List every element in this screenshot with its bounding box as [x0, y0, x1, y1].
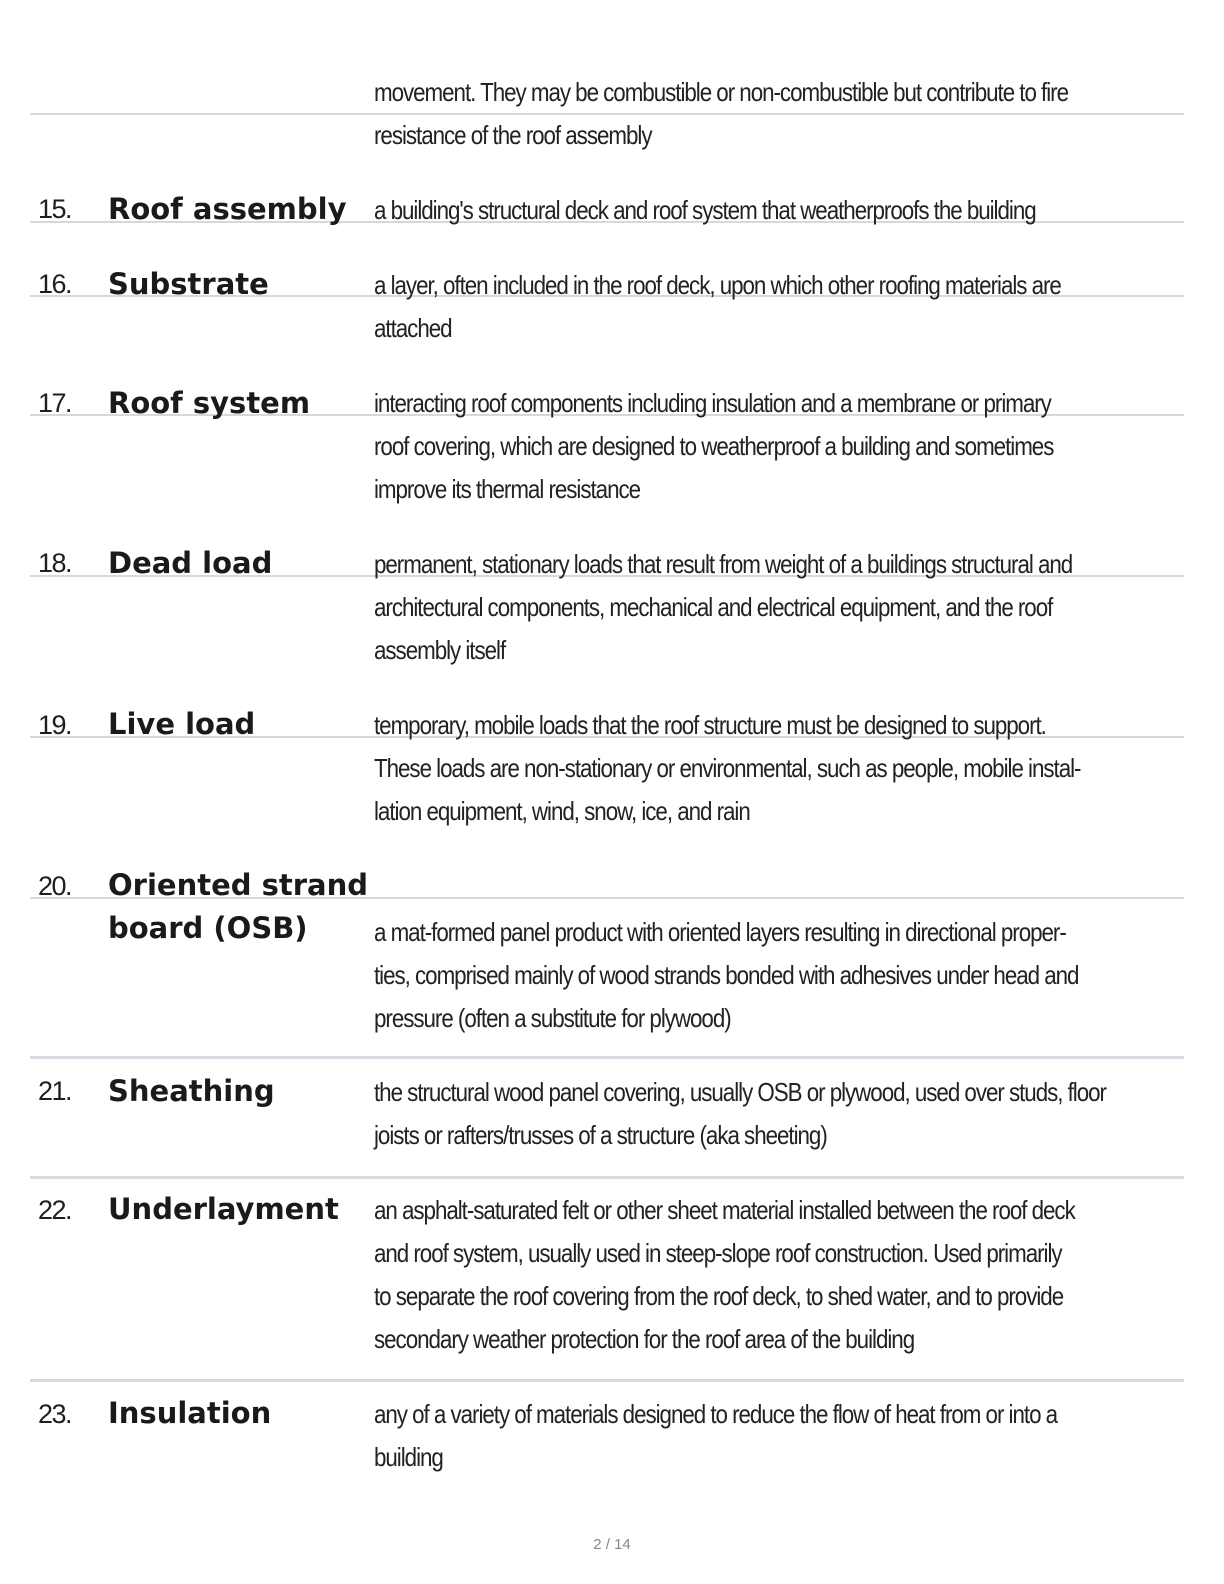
definition-line: any of a variety of materials designed to reduce the flow of heat from or into a: [374, 1399, 1058, 1429]
divider: [30, 1379, 1184, 1382]
definition-line: roof covering, which are designed to weatherproof a building and sometimes: [374, 431, 1054, 461]
term-title-line: board (OSB): [108, 911, 308, 945]
term-number: 15.: [38, 194, 72, 224]
page-number: 2 / 14: [593, 1536, 631, 1553]
definition-line: lation equipment, wind, snow, ice, and rain: [374, 796, 750, 826]
definition-line: building: [374, 1442, 443, 1472]
term-title: [108, 188, 346, 231]
intro-continuation: [374, 71, 1088, 157]
term-title: [108, 1188, 339, 1231]
definition-line: and roof system, usually used in steep-slope roof construction. Used primarily: [374, 1238, 1062, 1268]
definition-line: interacting roof components including insulation and a membrane or primary: [374, 388, 1051, 418]
term-definition: [374, 704, 1088, 833]
term-title-line: Substrate: [108, 267, 269, 301]
term-number: 23.: [38, 1399, 72, 1429]
definition-line: joists or rafters/trusses of a structure (aka sheeting): [374, 1120, 827, 1150]
definition-line: permanent, stationary loads that result from weight of a buildings structural and: [374, 549, 1073, 579]
definition-line: the structural wood panel covering, usually OSB or plywood, used over studs, floor: [374, 1077, 1106, 1107]
definition-line: attached: [374, 313, 452, 343]
term-title: [108, 542, 272, 585]
term-definition: [374, 189, 1088, 232]
intro-line: resistance of the roof assembly: [374, 120, 652, 150]
definition-line: a building's structural deck and roof system that weatherproofs the building: [374, 195, 1036, 225]
term-title: [108, 864, 368, 950]
term-title: [108, 1070, 275, 1113]
term-title-line: Underlayment: [108, 1192, 339, 1226]
term-title: [108, 703, 255, 746]
term-definition: [374, 1189, 1088, 1361]
divider: [30, 1176, 1184, 1179]
term-title: [108, 1392, 271, 1435]
definition-line: ties, comprised mainly of wood strands bonded with adhesives under head and: [374, 960, 1079, 990]
definition-line: pressure (often a substitute for plywood): [374, 1003, 731, 1033]
term-title-line: Roof system: [108, 386, 311, 420]
term-number: 21.: [38, 1076, 72, 1106]
definition-line: secondary weather protection for the roof area of the building: [374, 1324, 915, 1354]
definition-line: temporary, mobile loads that the roof structure must be designed to support.: [374, 710, 1046, 740]
term-number: 17.: [38, 388, 72, 418]
definition-line: a layer, often included in the roof deck, upon which other roofing materials are: [374, 270, 1061, 300]
term-definition: [374, 543, 1088, 672]
term-title-line: Live load: [108, 707, 256, 741]
term-title: [108, 263, 269, 306]
definition-line: an asphalt-saturated felt or other sheet material installed between the roof deck: [374, 1195, 1075, 1225]
term-definition: [374, 911, 1088, 1040]
term-number: 20.: [38, 871, 72, 901]
definition-line: improve its thermal resistance: [374, 474, 641, 504]
term-definition: [374, 1393, 1088, 1479]
definition-line: a mat-formed panel product with oriented layers resulting in directional proper-: [374, 917, 1066, 947]
intro-line: movement. They may be combustible or non-combustible but contribute to fire: [374, 77, 1068, 107]
definition-line: architectural components, mechanical and electrical equipment, and the roof: [374, 592, 1053, 622]
term-title-line: Roof assembly: [108, 192, 347, 226]
definition-line: These loads are non-stationary or environmental, such as people, mobile instal-: [374, 753, 1081, 783]
term-definition: [374, 382, 1088, 511]
term-number: 22.: [38, 1195, 72, 1225]
term-number: 19.: [38, 710, 72, 740]
term-number: 18.: [38, 548, 72, 578]
definition-line: assembly itself: [374, 635, 506, 665]
term-title: [108, 382, 310, 425]
term-definition: [374, 264, 1088, 350]
term-definition: [374, 1071, 1106, 1157]
term-title-line: Oriented strand: [108, 868, 368, 902]
divider: [30, 1056, 1184, 1059]
term-title-line: Dead load: [108, 546, 273, 580]
term-title-line: Sheathing: [108, 1074, 275, 1108]
definition-line: to separate the roof covering from the roof deck, to shed water, and to provide: [374, 1281, 1064, 1311]
term-title-line: Insulation: [108, 1396, 272, 1430]
term-number: 16.: [38, 269, 72, 299]
